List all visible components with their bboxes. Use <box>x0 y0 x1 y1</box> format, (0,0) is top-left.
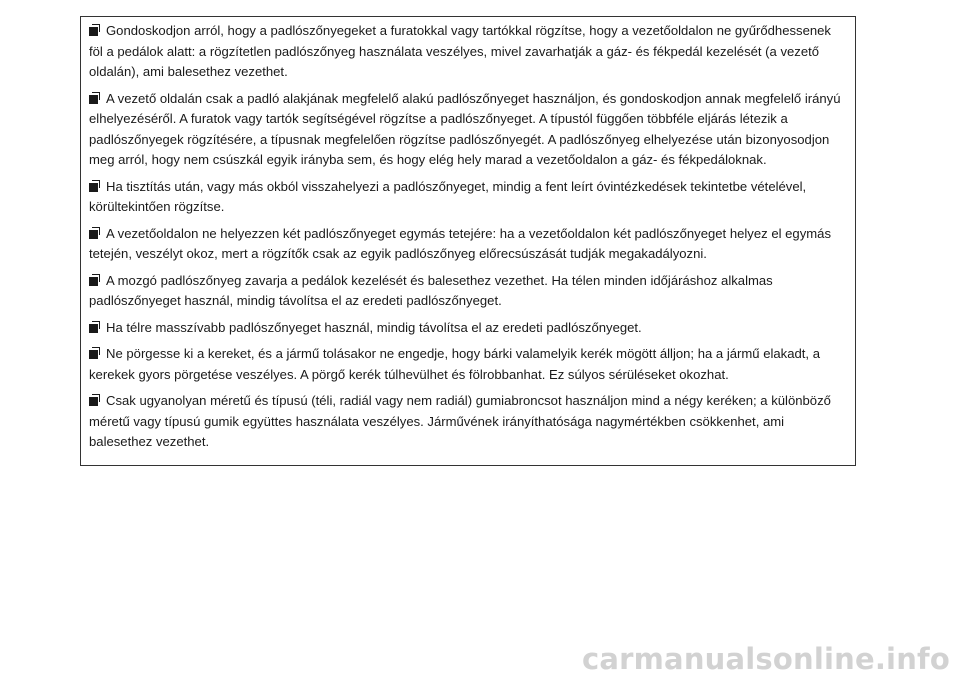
double-square-bullet-icon <box>89 180 101 192</box>
warning-text: A vezető oldalán csak a padló alakjának megfelelő alakú padlószőnyeget használjon, és gondoskodjon annak megfelelő irányú elhelyezéséről. A furatok vagy tartók segítségével rögzítse a padlószőnyeget. A típustól függően többféle eljárás létezik a padlószőnyegek rögzítésére, a típusnak megfelelően rögzítse padlószőnyegét. A padlószőnyeg elhelyezése után bizonyosodjon meg arról, hogy nem csúszkál egyik irányba sem, és hogy elég hely marad a vezetőoldalon a gáz- és fékpedáloknak. <box>89 90 841 167</box>
warning-paragraph <box>89 344 847 385</box>
warning-text: Ha télre masszívabb padlószőnyeget használ, mindig távolítsa el az eredeti padlószőnyeget. <box>106 319 642 335</box>
warning-text: Ne pörgesse ki a kereket, és a jármű tolásakor ne engedje, hogy bárki valamelyik kerék mögött álljon; ha a jármű elakadt, a kerekek gyors pörgetése veszélyes. A pörgő kerék túlhevülhet és fölrobbanhat. Ez súlyos sérüléseket okozhat. <box>89 346 820 382</box>
double-square-bullet-icon <box>89 347 101 359</box>
double-square-bullet-icon <box>89 92 101 104</box>
warning-text: Csak ugyanolyan méretű és típusú (téli, radiál vagy nem radiál) gumiabroncsot használjon mind a négy keréken; a különböző méretű vagy típusú gumik együttes használata veszélyes. Járművének irányíthatósága nagymértékben csökkenhet, ami balesethez vezethet. <box>89 393 831 449</box>
warning-text: Gondoskodjon arról, hogy a padlószőnyegeket a furatokkal vagy tartókkal rögzítse, hogy a vezetőoldalon ne gyűrődhessenek föl a pedálok alatt: a rögzítetlen padlószőnyeg használata veszélyes, mivel zavarhatják a gáz- és fékpedál kezelését (a vezető oldalán), ami balesethez vezethet. <box>89 23 831 79</box>
double-square-bullet-icon <box>89 321 101 333</box>
warning-text: A vezetőoldalon ne helyezzen két padlószőnyeget egymás tetejére: ha a vezetőoldalon két padlószőnyeget helyez el egymás tetején, veszélyt okoz, mert a rögzítők csak az egyik padlószőnyeg előrecsúszását tudják megakadályozni. <box>89 225 831 261</box>
warning-paragraph <box>89 391 847 453</box>
double-square-bullet-icon <box>89 274 101 286</box>
warning-paragraph <box>89 21 847 83</box>
warning-paragraph <box>89 271 847 312</box>
warning-paragraph <box>89 89 847 171</box>
warning-box <box>80 16 856 466</box>
warning-text: Ha tisztítás után, vagy más okból visszahelyezi a padlószőnyeget, mindig a fent leírt óvintézkedések tekintetbe vételével, körültekintően rögzítse. <box>89 178 807 214</box>
double-square-bullet-icon <box>89 24 101 36</box>
watermark: carmanualsonline.info <box>581 642 950 676</box>
double-square-bullet-icon <box>89 394 101 406</box>
warning-paragraph <box>89 318 847 339</box>
warning-text: A mozgó padlószőnyeg zavarja a pedálok kezelését és balesethez vezethet. Ha télen minden időjáráshoz alkalmas padlószőnyeget használ, mindig távolítsa el az eredeti padlószőnyeget. <box>89 272 773 308</box>
warning-paragraph <box>89 224 847 265</box>
double-square-bullet-icon <box>89 227 101 239</box>
warning-paragraph <box>89 177 847 218</box>
